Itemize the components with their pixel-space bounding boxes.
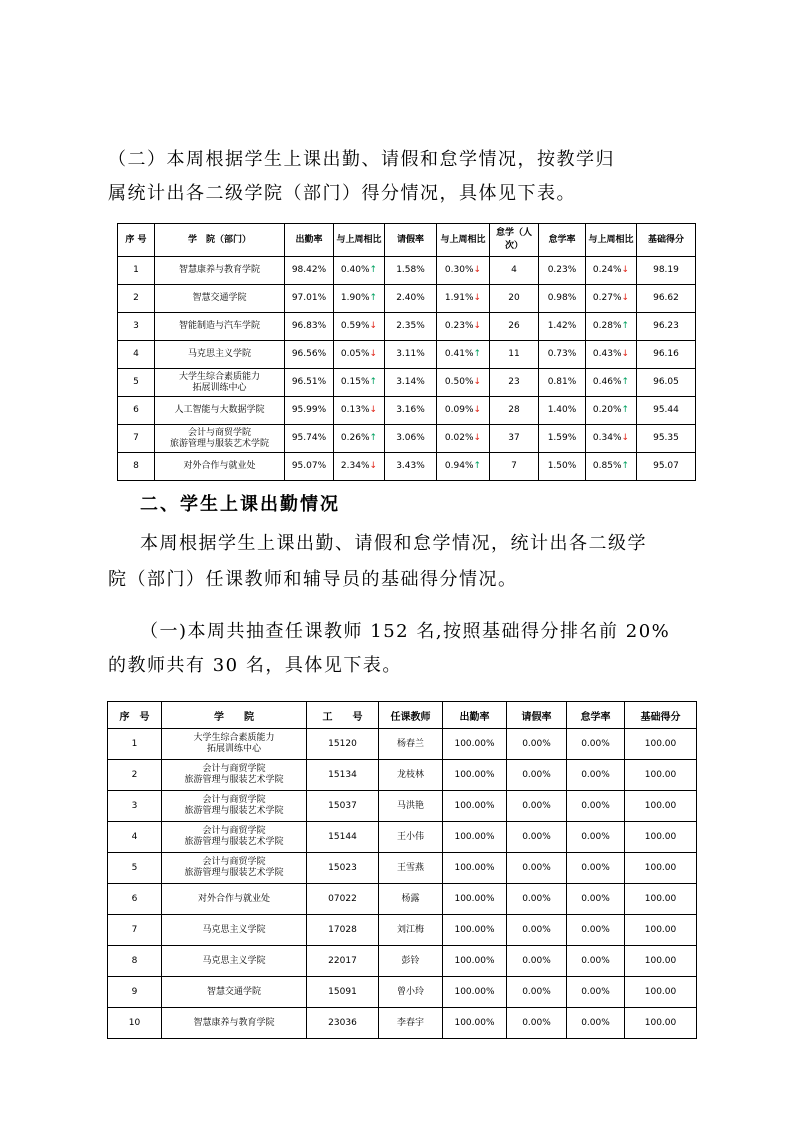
college-name: 对外合作与就业处: [155, 453, 285, 481]
row-number: 2: [108, 760, 162, 791]
diff-value: 1.91%: [444, 293, 474, 303]
attendance-rate: 95.74%: [285, 425, 334, 453]
row-number: 4: [108, 822, 162, 853]
truant-change: [586, 425, 637, 453]
base-score: 96.62: [637, 285, 696, 313]
table1-header-cell: 怠学（人次）: [490, 224, 539, 257]
truant-count: 37: [490, 425, 539, 453]
attendance-change: [334, 313, 385, 341]
leave-rate: 1.58%: [385, 257, 437, 285]
truant-rate: 0.00%: [567, 884, 625, 915]
leave-rate: 0.00%: [507, 729, 567, 760]
base-score: 98.19: [637, 257, 696, 285]
base-score: 100.00: [625, 977, 697, 1008]
college-name: 智慧康养与教育学院: [155, 257, 285, 285]
row-number: 7: [118, 425, 155, 453]
section2-para2-line2: 的教师共有 30 名，具体见下表。: [108, 655, 402, 676]
table-row: [108, 853, 697, 884]
diff-value: 0.34%: [592, 433, 622, 443]
truant-change: [586, 397, 637, 425]
table-row: [118, 285, 696, 313]
truant-rate: 1.40%: [539, 397, 586, 425]
college-name: 会计与商贸学院 旅游管理与服装艺术学院: [162, 760, 307, 791]
truant-change: [586, 285, 637, 313]
leave-rate: 3.14%: [385, 369, 437, 397]
college-name: 会计与商贸学院 旅游管理与服装艺术学院: [162, 822, 307, 853]
arrow-down-icon: ↓: [473, 321, 482, 331]
arrow-up-icon: ↑: [621, 321, 630, 331]
arrow-down-icon: ↓: [473, 265, 482, 275]
arrow-down-icon: ↓: [621, 349, 630, 359]
truant-rate: 0.81%: [539, 369, 586, 397]
table-row: [108, 822, 697, 853]
staff-id: 15091: [307, 977, 379, 1008]
table2-header-row: [108, 702, 697, 729]
truant-rate: 0.00%: [567, 946, 625, 977]
leave-change: [437, 369, 490, 397]
attendance-rate: 100.00%: [443, 915, 507, 946]
diff-value: 0.94%: [444, 461, 474, 471]
attendance-change: [334, 369, 385, 397]
table-row: [108, 791, 697, 822]
diff-value: 0.28%: [592, 321, 622, 331]
base-score: 96.16: [637, 341, 696, 369]
arrow-up-icon: ↑: [621, 377, 630, 387]
leave-rate: 0.00%: [507, 977, 567, 1008]
diff-value: 0.13%: [340, 405, 370, 415]
college-score-table: [117, 223, 696, 481]
table-row: [108, 915, 697, 946]
diff-value: 0.41%: [444, 349, 474, 359]
table-row: [108, 760, 697, 791]
attendance-rate: 96.51%: [285, 369, 334, 397]
truant-rate: 0.00%: [567, 791, 625, 822]
section2-para2-line1: （一)本周共抽查任课教师 152 名,按照基础得分排名前 20%: [140, 621, 671, 642]
arrow-up-icon: ↑: [621, 405, 630, 415]
attendance-rate: 96.83%: [285, 313, 334, 341]
truant-rate: 0.00%: [567, 822, 625, 853]
truant-rate: 0.73%: [539, 341, 586, 369]
arrow-up-icon: ↑: [369, 433, 378, 443]
arrow-down-icon: ↓: [621, 293, 630, 303]
leave-rate: 0.00%: [507, 1008, 567, 1039]
attendance-change: [334, 425, 385, 453]
attendance-rate: 100.00%: [443, 1008, 507, 1039]
table1-header-cell: 与上周相比: [437, 224, 490, 257]
staff-id: 17028: [307, 915, 379, 946]
arrow-down-icon: ↓: [621, 433, 630, 443]
diff-value: 0.02%: [444, 433, 474, 443]
staff-id: 22017: [307, 946, 379, 977]
table-row: [118, 341, 696, 369]
teacher-name: 杨露: [379, 884, 443, 915]
college-name: 大学生综合素质能力 拓展训练中心: [162, 729, 307, 760]
leave-rate: 3.06%: [385, 425, 437, 453]
arrow-up-icon: ↑: [369, 265, 378, 275]
base-score: 100.00: [625, 822, 697, 853]
leave-change: [437, 397, 490, 425]
teacher-name: 王小伟: [379, 822, 443, 853]
diff-value: 0.30%: [444, 265, 474, 275]
truant-count: 4: [490, 257, 539, 285]
truant-rate: 0.00%: [567, 977, 625, 1008]
diff-value: 0.15%: [340, 377, 370, 387]
truant-rate: 1.59%: [539, 425, 586, 453]
arrow-down-icon: ↓: [369, 461, 378, 471]
base-score: 100.00: [625, 853, 697, 884]
leave-change: [437, 285, 490, 313]
row-number: 5: [108, 853, 162, 884]
leave-rate: 0.00%: [507, 884, 567, 915]
leave-rate: 0.00%: [507, 791, 567, 822]
staff-id: 15037: [307, 791, 379, 822]
attendance-change: [334, 453, 385, 481]
truant-count: 20: [490, 285, 539, 313]
table-row: [108, 884, 697, 915]
truant-count: 7: [490, 453, 539, 481]
leave-rate: 0.00%: [507, 946, 567, 977]
staff-id: 15144: [307, 822, 379, 853]
table1-header-cell: 与上周相比: [334, 224, 385, 257]
table1-header-cell: 与上周相比: [586, 224, 637, 257]
college-name: 大学生综合素质能力 拓展训练中心: [155, 369, 285, 397]
truant-change: [586, 453, 637, 481]
staff-id: 15134: [307, 760, 379, 791]
table1-header-cell: 怠学率: [539, 224, 586, 257]
table1-header-cell: 基础得分: [637, 224, 696, 257]
attendance-rate: 95.99%: [285, 397, 334, 425]
truant-rate: 1.42%: [539, 313, 586, 341]
leave-change: [437, 341, 490, 369]
row-number: 6: [108, 884, 162, 915]
staff-id: 15120: [307, 729, 379, 760]
table-row: [118, 257, 696, 285]
table1-header-cell: 请假率: [385, 224, 437, 257]
leave-change: [437, 257, 490, 285]
teacher-name: 彭铃: [379, 946, 443, 977]
attendance-change: [334, 285, 385, 313]
staff-id: 07022: [307, 884, 379, 915]
diff-value: 0.50%: [444, 377, 474, 387]
attendance-rate: 100.00%: [443, 791, 507, 822]
diff-value: 0.09%: [444, 405, 474, 415]
table1-header-row: [118, 224, 696, 257]
attendance-rate: 100.00%: [443, 977, 507, 1008]
leave-rate: 3.16%: [385, 397, 437, 425]
row-number: 9: [108, 977, 162, 1008]
truant-rate: 0.00%: [567, 915, 625, 946]
attendance-rate: 100.00%: [443, 729, 507, 760]
arrow-up-icon: ↑: [369, 377, 378, 387]
arrow-down-icon: ↓: [621, 265, 630, 275]
leave-change: [437, 313, 490, 341]
diff-value: 0.85%: [592, 461, 622, 471]
table2-header-cell: 基础得分: [625, 702, 697, 729]
diff-value: 0.46%: [592, 377, 622, 387]
truant-count: 11: [490, 341, 539, 369]
college-name: 马克思主义学院: [162, 915, 307, 946]
table2-header-cell: 任课教师: [379, 702, 443, 729]
teacher-name: 刘江梅: [379, 915, 443, 946]
truant-change: [586, 341, 637, 369]
table-row: [108, 946, 697, 977]
section2-heading: 二、学生上课出勤情况: [140, 494, 340, 515]
truant-rate: 1.50%: [539, 453, 586, 481]
college-name: 智慧交通学院: [162, 977, 307, 1008]
table-row: [108, 1008, 697, 1039]
section1-intro-line2: 属统计出各二级学院（部门）得分情况，具体见下表。: [108, 183, 576, 204]
arrow-up-icon: ↑: [369, 293, 378, 303]
arrow-down-icon: ↓: [473, 433, 482, 443]
base-score: 100.00: [625, 760, 697, 791]
table2-header-cell: 学 院: [162, 702, 307, 729]
leave-rate: 0.00%: [507, 915, 567, 946]
leave-rate: 0.00%: [507, 853, 567, 884]
row-number: 3: [118, 313, 155, 341]
section2-para1-line2: 院（部门）任课教师和辅导员的基础得分情况。: [108, 569, 518, 590]
truant-change: [586, 313, 637, 341]
base-score: 96.05: [637, 369, 696, 397]
section2-para1-line1: 本周根据学生上课出勤、请假和怠学情况，统计出各二级学: [140, 533, 647, 554]
row-number: 7: [108, 915, 162, 946]
diff-value: 0.23%: [444, 321, 474, 331]
base-score: 100.00: [625, 1008, 697, 1039]
leave-rate: 2.35%: [385, 313, 437, 341]
truant-rate: 0.23%: [539, 257, 586, 285]
table-row: [118, 397, 696, 425]
staff-id: 23036: [307, 1008, 379, 1039]
attendance-rate: 97.01%: [285, 285, 334, 313]
college-name: 智能制造与汽车学院: [155, 313, 285, 341]
row-number: 10: [108, 1008, 162, 1039]
truant-rate: 0.00%: [567, 729, 625, 760]
truant-count: 26: [490, 313, 539, 341]
truant-rate: 0.00%: [567, 1008, 625, 1039]
table1-header-cell: 学 院（部门）: [155, 224, 285, 257]
teacher-name: 杨春兰: [379, 729, 443, 760]
truant-count: 28: [490, 397, 539, 425]
base-score: 100.00: [625, 791, 697, 822]
attendance-change: [334, 397, 385, 425]
truant-change: [586, 369, 637, 397]
teacher-name: 王雪燕: [379, 853, 443, 884]
table-row: [118, 453, 696, 481]
row-number: 4: [118, 341, 155, 369]
college-name: 马克思主义学院: [155, 341, 285, 369]
diff-value: 0.05%: [340, 349, 370, 359]
base-score: 100.00: [625, 946, 697, 977]
attendance-rate: 100.00%: [443, 822, 507, 853]
teacher-name: 李春宇: [379, 1008, 443, 1039]
diff-value: 0.24%: [592, 265, 622, 275]
arrow-down-icon: ↓: [369, 405, 378, 415]
row-number: 8: [108, 946, 162, 977]
college-name: 智慧康养与教育学院: [162, 1008, 307, 1039]
base-score: 100.00: [625, 915, 697, 946]
base-score: 95.35: [637, 425, 696, 453]
arrow-up-icon: ↑: [473, 349, 482, 359]
diff-value: 0.26%: [340, 433, 370, 443]
diff-value: 0.40%: [340, 265, 370, 275]
college-name: 会计与商贸学院 旅游管理与服装艺术学院: [162, 791, 307, 822]
arrow-down-icon: ↓: [369, 349, 378, 359]
arrow-down-icon: ↓: [369, 321, 378, 331]
leave-rate: 3.43%: [385, 453, 437, 481]
leave-change: [437, 425, 490, 453]
base-score: 100.00: [625, 884, 697, 915]
leave-rate: 3.11%: [385, 341, 437, 369]
diff-value: 0.20%: [592, 405, 622, 415]
college-name: 对外合作与就业处: [162, 884, 307, 915]
diff-value: 0.27%: [592, 293, 622, 303]
leave-rate: 2.40%: [385, 285, 437, 313]
college-name: 智慧交通学院: [155, 285, 285, 313]
table1-header-cell: 出勤率: [285, 224, 334, 257]
row-number: 1: [108, 729, 162, 760]
diff-value: 2.34%: [340, 461, 370, 471]
college-name: 马克思主义学院: [162, 946, 307, 977]
base-score: 96.23: [637, 313, 696, 341]
leave-change: [437, 453, 490, 481]
arrow-up-icon: ↑: [473, 461, 482, 471]
truant-rate: 0.00%: [567, 853, 625, 884]
base-score: 95.07: [637, 453, 696, 481]
table2-header-cell: 出勤率: [443, 702, 507, 729]
row-number: 2: [118, 285, 155, 313]
teacher-name: 龙枝林: [379, 760, 443, 791]
arrow-down-icon: ↓: [473, 377, 482, 387]
section1-intro-line1: （二）本周根据学生上课出勤、请假和怠学情况，按教学归: [108, 149, 615, 170]
table-row: [118, 425, 696, 453]
row-number: 1: [118, 257, 155, 285]
table2-header-cell: 怠学率: [567, 702, 625, 729]
college-name: 会计与商贸学院 旅游管理与服装艺术学院: [162, 853, 307, 884]
row-number: 8: [118, 453, 155, 481]
attendance-rate: 100.00%: [443, 946, 507, 977]
truant-rate: 0.98%: [539, 285, 586, 313]
teacher-name: 马洪艳: [379, 791, 443, 822]
arrow-down-icon: ↓: [473, 405, 482, 415]
attendance-rate: 100.00%: [443, 760, 507, 791]
arrow-down-icon: ↓: [473, 293, 482, 303]
college-name: 人工智能与大数据学院: [155, 397, 285, 425]
attendance-rate: 100.00%: [443, 884, 507, 915]
row-number: 3: [108, 791, 162, 822]
truant-rate: 0.00%: [567, 760, 625, 791]
attendance-rate: 100.00%: [443, 853, 507, 884]
table-row: [118, 369, 696, 397]
table2-header-cell: 工 号: [307, 702, 379, 729]
college-name: 会计与商贸学院 旅游管理与服装艺术学院: [155, 425, 285, 453]
arrow-up-icon: ↑: [621, 461, 630, 471]
truant-count: 23: [490, 369, 539, 397]
attendance-change: [334, 257, 385, 285]
table-row: [108, 977, 697, 1008]
diff-value: 1.90%: [340, 293, 370, 303]
top-teacher-table: [107, 701, 697, 1039]
table2-header-cell: 请假率: [507, 702, 567, 729]
diff-value: 0.59%: [340, 321, 370, 331]
table-row: [118, 313, 696, 341]
attendance-change: [334, 341, 385, 369]
base-score: 95.44: [637, 397, 696, 425]
leave-rate: 0.00%: [507, 822, 567, 853]
row-number: 5: [118, 369, 155, 397]
attendance-rate: 96.56%: [285, 341, 334, 369]
leave-rate: 0.00%: [507, 760, 567, 791]
truant-change: [586, 257, 637, 285]
row-number: 6: [118, 397, 155, 425]
staff-id: 15023: [307, 853, 379, 884]
diff-value: 0.43%: [592, 349, 622, 359]
teacher-name: 曾小玲: [379, 977, 443, 1008]
attendance-rate: 98.42%: [285, 257, 334, 285]
base-score: 100.00: [625, 729, 697, 760]
table2-header-cell: 序 号: [108, 702, 162, 729]
attendance-rate: 95.07%: [285, 453, 334, 481]
table-row: [108, 729, 697, 760]
table1-header-cell: 序 号: [118, 224, 155, 257]
